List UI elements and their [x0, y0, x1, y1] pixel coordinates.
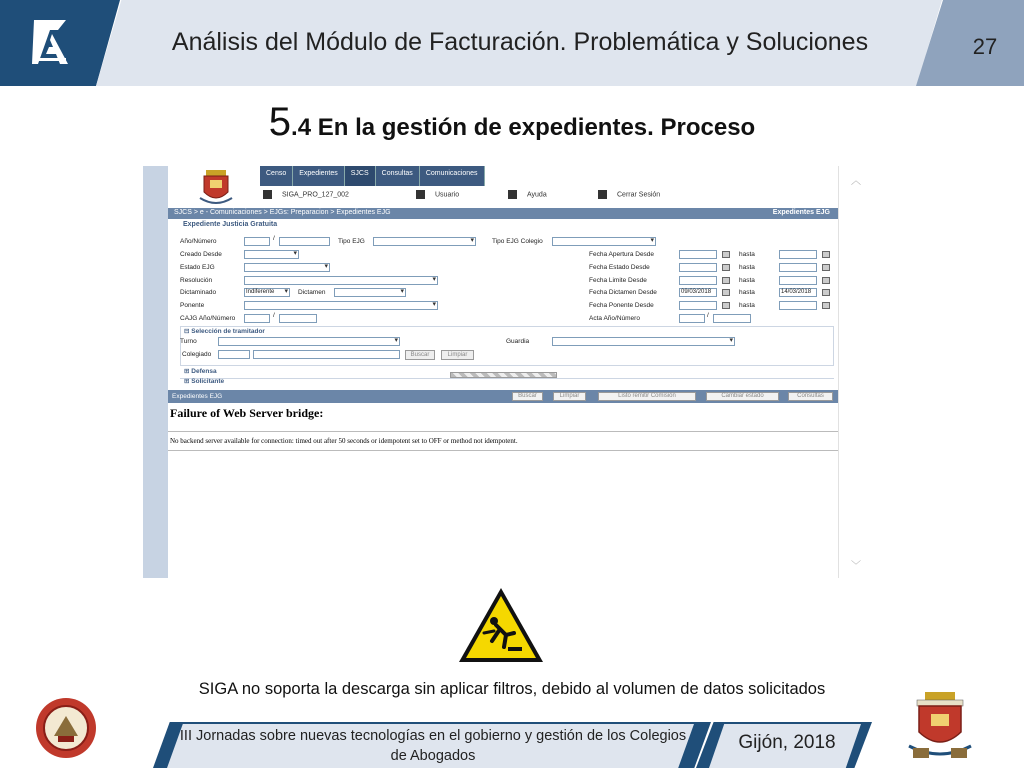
fecha-apertura-hasta-input[interactable]	[779, 250, 817, 259]
breadcrumb	[168, 208, 838, 219]
calendar-icon[interactable]	[822, 251, 830, 258]
menu-censo[interactable]: Censo	[260, 166, 293, 186]
resolucion-select[interactable]	[244, 276, 438, 285]
label-hasta: hasta	[739, 277, 755, 284]
tramitador-buscar-button[interactable]: Buscar	[405, 350, 435, 360]
label-fecha-apertura: Fecha Apertura Desde	[589, 251, 655, 258]
label-estado-ejg: Estado EJG	[180, 264, 215, 271]
results-limpiar-button[interactable]: Limpiar	[553, 392, 586, 401]
listo-remitir-comision-button[interactable]: Listo remitir Comisión	[598, 392, 696, 401]
colegio-seal-icon	[34, 694, 98, 762]
tramitador-limpiar-button[interactable]: Limpiar	[441, 350, 474, 360]
label-dictaminado: Dictaminado	[180, 289, 217, 296]
section-heading	[0, 100, 1024, 145]
error-title: Failure of Web Server bridge:	[170, 406, 324, 420]
fecha-dictamen-desde-input[interactable]: 09/03/2018	[679, 288, 717, 297]
footer-city-year: Gijón, 2018	[738, 732, 836, 753]
fecha-limite-hasta-input[interactable]	[779, 276, 817, 285]
tipo-ejg-colegio-select[interactable]	[552, 237, 656, 246]
user-link[interactable]	[416, 190, 459, 199]
app-window	[168, 166, 838, 578]
label-colegiado: Colegiado	[182, 351, 212, 358]
label-ponente: Ponente	[180, 302, 205, 309]
scrollbar[interactable]	[838, 166, 876, 578]
label-fecha-estado: Fecha Estado Desde	[589, 264, 650, 271]
slippery-floor-warning-icon	[456, 585, 546, 665]
calendar-icon[interactable]	[722, 302, 730, 309]
logout-label: Cerrar Sesión	[617, 191, 661, 199]
label-cajg: CAJG Año/Número	[180, 315, 236, 322]
scroll-down-icon[interactable]: ﹀	[851, 561, 861, 572]
help-label: Ayuda	[527, 191, 547, 199]
caption: SIGA no soporta la descarga sin aplicar filtros, debido al volumen de datos solicitados	[198, 680, 826, 698]
tramitador-title: ⊟ Selección de tramitador	[184, 328, 265, 335]
solicitante-toggle[interactable]: ⊞ Solicitante	[184, 378, 225, 385]
calendar-icon[interactable]	[822, 264, 830, 271]
tramitador-section	[180, 326, 834, 366]
label-hasta: hasta	[739, 251, 755, 258]
fecha-estado-desde-input[interactable]	[679, 263, 717, 272]
logout-icon	[598, 190, 607, 199]
colegiado-nombre-input[interactable]	[253, 350, 400, 359]
solicitante-label: Solicitante	[191, 378, 225, 385]
breadcrumb-text: SJCS > e - Comunicaciones > EJGs: Preparacion > Expedientes EJG	[174, 209, 391, 216]
tramitador-title-text: Selección de tramitador	[191, 328, 265, 335]
ponente-select[interactable]	[244, 301, 438, 310]
scroll-up-icon[interactable]: ︿	[851, 176, 861, 187]
fecha-dictamen-hasta-input[interactable]: 14/03/2018	[779, 288, 817, 297]
slide-title: Análisis del Módulo de Facturación. Problemática y Soluciones	[171, 28, 869, 56]
cajg-numero-input[interactable]	[279, 314, 317, 323]
footer-event-text: III Jornadas sobre nuevas tecnologías en el gobierno y gestión de los Colegios de Abogados	[179, 728, 687, 764]
turno-select[interactable]	[218, 337, 400, 346]
calendar-icon[interactable]	[722, 289, 730, 296]
guardia-select[interactable]	[552, 337, 735, 346]
user-label: Usuario	[435, 191, 460, 199]
tipo-ejg-select[interactable]	[373, 237, 476, 246]
calendar-icon[interactable]	[722, 264, 730, 271]
fecha-limite-desde-input[interactable]	[679, 276, 717, 285]
help-icon	[508, 190, 517, 199]
label-anio-numero: Año/Número	[180, 238, 217, 245]
label-fecha-ponente: Fecha Ponente Desde	[589, 302, 654, 309]
version-label: SIGA_PRO_127_002	[282, 191, 349, 199]
label-creado-desde: Creado Desde	[180, 251, 222, 258]
label-hasta: hasta	[739, 264, 755, 271]
slash-separator: /	[707, 312, 709, 319]
label-tipo-ejg: Tipo EJG	[338, 238, 365, 245]
label-dictamen: Dictamen	[298, 289, 326, 296]
colegiado-numero-input[interactable]	[218, 350, 250, 359]
logout-link[interactable]	[598, 190, 660, 199]
error-divider	[168, 431, 838, 432]
numero-input[interactable]	[279, 237, 330, 246]
calendar-icon[interactable]	[822, 302, 830, 309]
cambiar-estado-button[interactable]: Cambiar estado	[706, 392, 779, 401]
breadcrumb-page-label: Expedientes EJG	[772, 209, 830, 216]
help-link[interactable]	[508, 190, 547, 199]
creado-desde-select[interactable]	[244, 250, 299, 259]
cajg-anio-input[interactable]	[244, 314, 270, 323]
slash-separator: /	[273, 235, 275, 242]
label-turno: Turno	[180, 338, 197, 345]
results-title: Expedientes EJG	[172, 393, 223, 400]
menu-expedientes[interactable]: Expedientes	[293, 166, 345, 186]
form-title: Expediente Justicia Gratuita	[183, 221, 278, 228]
app-menu-bar	[260, 166, 485, 186]
results-consultas-button[interactable]: Consultas	[788, 392, 833, 401]
abogados-crest-icon	[905, 690, 975, 764]
slash-separator: /	[273, 312, 275, 319]
acta-anio-input[interactable]	[679, 314, 705, 323]
anio-input[interactable]	[244, 237, 270, 246]
app-screenshot	[143, 166, 876, 578]
label-tipo-ejg-colegio: Tipo EJG Colegio	[492, 238, 543, 245]
menu-sjcs[interactable]: SJCS	[345, 166, 376, 186]
version-icon	[263, 190, 272, 199]
fecha-estado-hasta-input[interactable]	[779, 263, 817, 272]
defensa-toggle[interactable]: ⊞ Defensa	[184, 368, 217, 375]
results-toolbar	[168, 390, 838, 403]
label-guardia: Guardia	[506, 338, 530, 345]
label-hasta: hasta	[739, 302, 755, 309]
estado-ejg-select[interactable]	[244, 263, 330, 272]
calendar-icon[interactable]	[722, 277, 730, 284]
acta-numero-input[interactable]	[713, 314, 751, 323]
page-number: 27	[972, 34, 998, 59]
menu-comunicaciones[interactable]: Comunicaciones	[420, 166, 485, 186]
user-icon	[416, 190, 425, 199]
label-acta: Acta Año/Número	[589, 315, 640, 322]
abogacia-logo-icon	[30, 14, 70, 70]
version-area	[263, 190, 349, 199]
error-message: No backend server available for connection: timed out after 50 seconds or idempotent set to OFF or method not idempotent.	[170, 437, 518, 445]
dictaminado-select[interactable]: Indiferente ▾	[244, 288, 290, 297]
dictamen-select[interactable]	[334, 288, 406, 297]
fecha-apertura-desde-input[interactable]	[679, 250, 717, 259]
section-text: .4 En la gestión de expedientes. Proceso	[291, 114, 756, 141]
error-divider	[168, 450, 838, 451]
section-number: 5	[268, 100, 292, 144]
label-resolucion: Resolución	[180, 277, 213, 284]
defensa-label: Defensa	[191, 368, 217, 375]
results-buscar-button[interactable]: Buscar	[512, 392, 543, 401]
coat-of-arms-icon	[198, 168, 234, 206]
fecha-ponente-hasta-input[interactable]	[779, 301, 817, 310]
divider	[180, 378, 834, 379]
calendar-icon[interactable]	[822, 289, 830, 296]
label-hasta: hasta	[739, 289, 755, 296]
menu-consultas[interactable]: Consultas	[376, 166, 420, 186]
label-fecha-limite: Fecha Limite Desde	[589, 277, 647, 284]
label-fecha-dictamen: Fecha Dictamen Desde	[589, 289, 657, 296]
calendar-icon[interactable]	[822, 277, 830, 284]
fecha-ponente-desde-input[interactable]	[679, 301, 717, 310]
calendar-icon[interactable]	[722, 251, 730, 258]
